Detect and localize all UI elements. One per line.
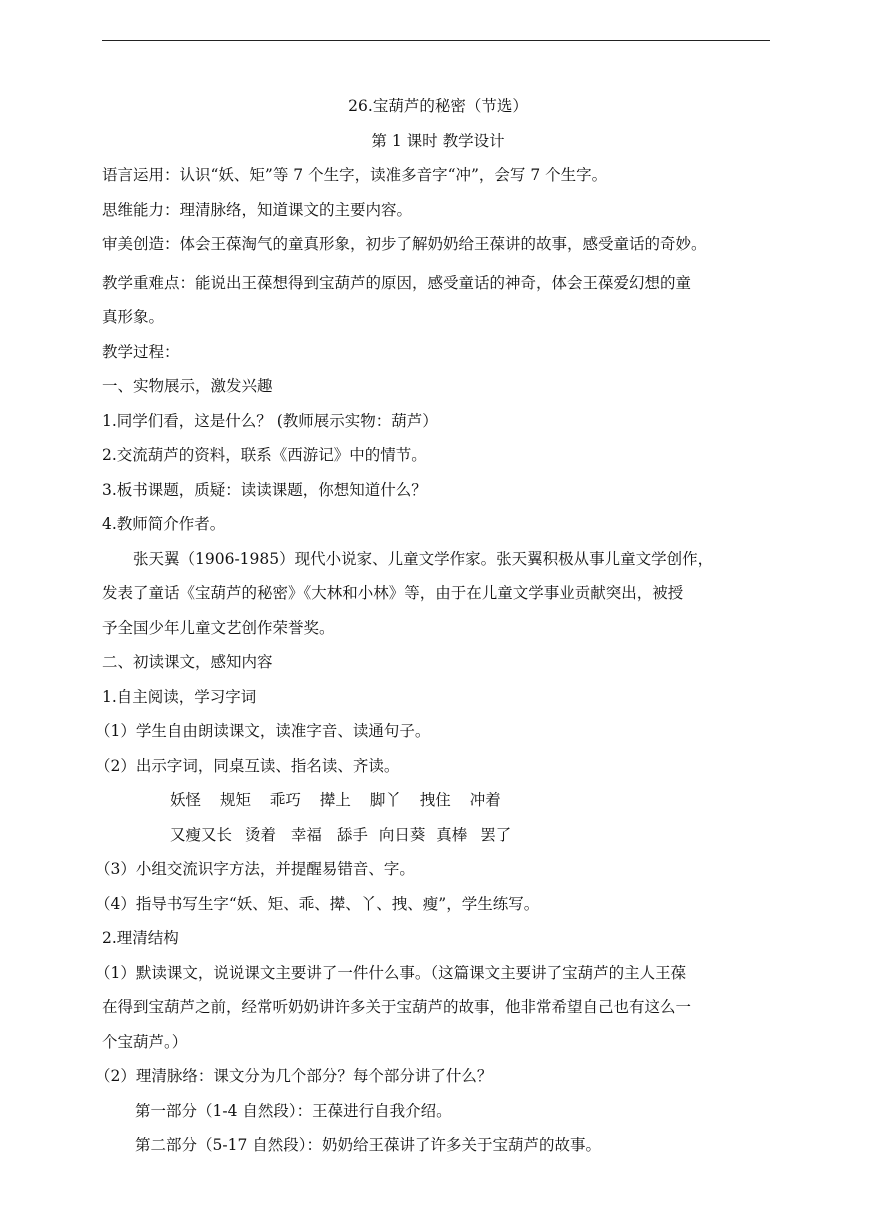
section1-heading: 一、实物展示，激发兴趣 [102, 377, 273, 395]
author-para-line-1: 张天翼（1906-1985）现代小说家、儿童文学作家。张天翼积极从事儿童文学创作， [133, 549, 714, 568]
word-item: 幸福 [290, 825, 322, 844]
section1-item-2: 2.交流葫芦的资料，联系《西游记》中的情节。 [102, 446, 427, 464]
objective-aesthetic: 审美创造：体会王葆淘气的童真形象，初步了解奶奶给王葆讲的故事，感受童话的奇妙。 [102, 235, 707, 253]
section2-step-2: （2）出示字词，同桌互读、指名读、齐读。 [95, 756, 400, 775]
word-item: 又瘦又长 [170, 825, 233, 844]
word-item: 妖怪 [170, 791, 202, 809]
word-item: 烫着 [244, 825, 276, 844]
section1-item-4: 4.教师简介作者。 [102, 515, 226, 533]
word-item: 舔手 [336, 825, 368, 844]
lesson-subtitle: 第 1 课时 教学设计 [371, 131, 505, 150]
section1-item-3: 3.板书课题，质疑：读读课题，你想知道什么？ [102, 480, 427, 499]
section2-step-1: （1）学生自由朗读课文，读准字音、读通句子。 [95, 722, 431, 740]
section2-heading: 二、初读课文，感知内容 [102, 653, 273, 671]
word-item: 脚丫 [369, 791, 401, 809]
key-points-line-2: 真形象。 [102, 308, 165, 326]
word-list-row-2 [102, 818, 774, 853]
section2-sub2: 2.理清结构 [102, 929, 179, 947]
header-rule [102, 40, 770, 41]
word-item: 撵上 [319, 791, 351, 809]
objective-language: 语言运用：认识“妖、矩”等 7 个生字，读准多音字“冲”，会写 7 个生字。 [102, 166, 608, 184]
word-item: 向日葵 [378, 825, 426, 844]
structure-part-1: 第一部分（1-4 自然段）：王葆进行自我介绍。 [135, 1101, 452, 1120]
word-item: 规矩 [219, 791, 251, 809]
document-body [95, 89, 774, 1163]
process-heading: 教学过程： [102, 342, 180, 361]
objective-thinking: 思维能力：理清脉络，知道课文的主要内容。 [102, 200, 413, 219]
section2-step-4: （4）指导书写生字“妖、矩、乖、撵、丫、拽、瘦”，学生练写。 [95, 894, 540, 913]
author-para-line-2: 发表了童话《宝葫芦的秘密》《大林和小林》等，由于在儿童文学事业贡献突出，被授 [102, 584, 684, 602]
section1-item-1: 1.同学们看，这是什么？ (教师展示实物：葫芦） [102, 411, 438, 430]
word-item: 罢了 [480, 825, 512, 844]
section2-sub1: 1.自主阅读，学习字词 [102, 687, 257, 706]
question-1-line-1: （1）默读课文，说说课文主要讲了一件什么事。（这篇课文主要讲了宝葫芦的主人王葆 [95, 963, 687, 982]
word-item: 真棒 [436, 825, 468, 844]
structure-part-2: 第二部分（5-17 自然段）：奶奶给王葆讲了许多关于宝葫芦的故事。 [135, 1136, 602, 1154]
author-para-line-3: 予全国少年儿童文艺创作荣誉奖。 [102, 618, 335, 637]
question-2: （2）理清脉络：课文分为几个部分？每个部分讲了什么？ [95, 1067, 493, 1085]
question-1-line-2: 在得到宝葫芦之前，经常听奶奶讲许多关于宝葫芦的故事，他非常希望自己也有这么一 [102, 998, 692, 1016]
section2-step-3: （3）小组交流识字方法，并提醒易错音、字。 [95, 860, 415, 878]
key-points-line-1: 教学重难点：能说出王葆想得到宝葫芦的原因，感受童话的神奇，体会王葆爱幻想的童 [102, 273, 692, 292]
word-list-row-1 [102, 783, 774, 818]
word-item: 拽住 [419, 791, 451, 809]
word-item: 乖巧 [269, 791, 301, 809]
question-1-line-3: 个宝葫芦。） [102, 1032, 188, 1051]
lesson-title: 26.宝葫芦的秘密（节选） [348, 97, 528, 115]
word-item: 冲着 [469, 791, 501, 809]
